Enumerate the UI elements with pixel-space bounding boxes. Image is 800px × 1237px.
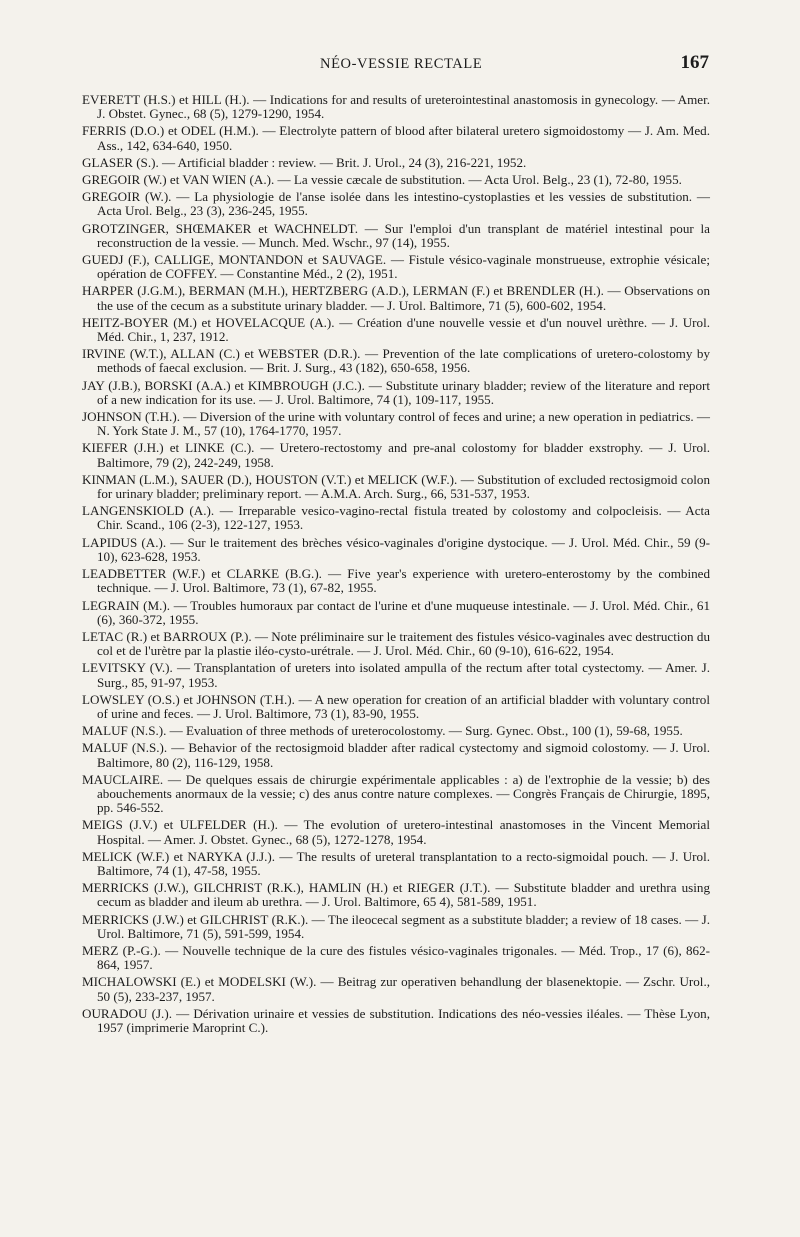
reference-entry: LOWSLEY (O.S.) et JOHNSON (T.H.). — A new operation for creation of an artificial bladder with voluntary control of urine and feces. — J. Urol. Baltimore, 73 (1), 83-90, 1955. <box>82 691 710 721</box>
reference-entry: LAPIDUS (A.). — Sur le traitement des brèches vésico-vaginales d'origine dystocique. — J. Urol. Méd. Chir., 59 (9-10), 623-628, 1953. <box>82 534 710 564</box>
reference-entry: OURADOU (J.). — Dérivation urinaire et vessies de substitution. Indications des néo-vessies iléales. — Thèse Lyon, 1957 (imprimerie Maroprint C.). <box>82 1005 710 1035</box>
reference-entry: MALUF (N.S.). — Behavior of the rectosigmoid bladder after radical cystectomy and sigmoid colostomy. — J. Urol. Baltimore, 80 (2), 116-129, 1958. <box>82 740 710 770</box>
reference-entry: GREGOIR (W.) et VAN WIEN (A.). — La vessie cæcale de substitution. — Acta Urol. Belg., 23 (1), 72-80, 1955. <box>82 172 682 188</box>
reference-entry: MAUCLAIRE. — De quelques essais de chirurgie expérimentale applicables : a) de l'extrophie de la vessie; b) des abouchements anormaux de la vessie; c) des anus contre nature complexes. — Congrès Français de Chirurgie, 1895, pp. 546-552. <box>82 771 710 816</box>
reference-entry: EVERETT (H.S.) et HILL (H.). — Indications for and results of ureterointestinal anastomosis in gynecology. — Amer. J. Obstet. Gynec., 68 (5), 1279-1290, 1954. <box>82 92 710 122</box>
reference-entry: LEVITSKY (V.). — Transplantation of ureters into isolated ampulla of the rectum after total cystectomy. — Amer. J. Surg., 85, 91-97, 1953. <box>82 660 710 690</box>
running-title: NÉO-VESSIE RECTALE <box>320 56 483 72</box>
reference-entry: GLASER (S.). — Artificial bladder : review. — Brit. J. Urol., 24 (3), 216-221, 1952. <box>82 154 527 170</box>
reference-entry: LETAC (R.) et BARROUX (P.). — Note préliminaire sur le traitement des fistules vésico-vaginales avec destruction du col et de l'urètre par la plastie iléo-cysto-urétrale. — J. Urol. Méd. Chir., 60 (9-10), 616-622, 1954. <box>82 628 710 659</box>
page-number: 167 <box>680 52 709 73</box>
reference-entry: GREGOIR (W.). — La physiologie de l'anse isolée dans les intestino-cystoplasties et les vessies de substitution. — Acta Urol. Belg., 23 (3), 236-245, 1955. <box>82 189 710 219</box>
reference-entry: GUEDJ (F.), CALLIGE, MONTANDON et SAUVAGE. — Fistule vésico-vaginale monstrueuse, extrophie vésicale; opération de COFFEY. — Constantine Méd., 2 (2), 1951. <box>82 252 710 282</box>
reference-entry: LANGENSKIOLD (A.). — Irreparable vesico-vagino-rectal fistula treated by colostomy and colpocleisis. — Acta Chir. Scand., 106 (2-3), 122-127, 1953. <box>82 503 710 533</box>
reference-entry: MALUF (N.S.). — Evaluation of three methods of ureterocolostomy. — Surg. Gynec. Obst., 100 (1), 59-68, 1955. <box>82 723 683 739</box>
reference-entry: LEGRAIN (M.). — Troubles humoraux par contact de l'urine et d'une muqueuse intestinale. — J. Urol. Méd. Chir., 61 (6), 360-372, 1955. <box>82 597 710 627</box>
reference-entry: KINMAN (L.M.), SAUER (D.), HOUSTON (V.T.) et MELICK (W.F.). — Substitution of excluded rectosigmoid colon for urinary bladder; preliminary report. — A.M.A. Arch. Surg., 66, 531-537, 1953. <box>82 471 710 502</box>
reference-entry: MELICK (W.F.) et NARYKA (J.J.). — The results of ureteral transplantation to a recto-sigmoidal pouch. — J. Urol. Baltimore, 74 (1), 47-58, 1955. <box>82 848 710 878</box>
reference-entry: MERRICKS (J.W.), GILCHRIST (R.K.), HAMLIN (H.) et RIEGER (J.T.). — Substitute bladder and urethra using cecum as bladder and ileum ab urethra. — J. Urol. Baltimore, 65 4), 581-589, 1951. <box>82 880 710 910</box>
reference-entry: MERZ (P.-G.). — Nouvelle technique de la cure des fistules vésico-vaginales trigonales. — Méd. Trop., 17 (6), 862-864, 1957. <box>82 942 710 973</box>
reference-entry: KIEFER (J.H.) et LINKE (C.). — Uretero-rectostomy and pre-anal colostomy for bladder exstrophy. — J. Urol. Baltimore, 79 (2), 242-249, 1958. <box>82 440 710 470</box>
reference-entry: GROTZINGER, SHŒMAKER et WACHNELDT. — Sur l'emploi d'un transplant de matériel intestinal pour la reconstruction de la vessie. — Munch. Med. Wschr., 97 (14), 1955. <box>82 220 710 250</box>
reference-entry: HARPER (J.G.M.), BERMAN (M.H.), HERTZBERG (A.D.), LERMAN (F.) et BRENDLER (H.). — Observations on the use of the cecum as a substitute urinary bladder. — J. Urol. Baltimore, 71 (5), 600-602, 1954. <box>82 283 710 313</box>
reference-entry: FERRIS (D.O.) et ODEL (H.M.). — Electrolyte pattern of blood after bilateral uretero sigmoidostomy — J. Am. Med. Ass., 142, 634-640, 1950. <box>82 123 710 153</box>
reference-entry: HEITZ-BOYER (M.) et HOVELACQUE (A.). — Création d'une nouvelle vessie et d'un nouvel urèthre. — J. Urol. Méd. Chir., 1, 237, 1912. <box>82 314 710 345</box>
reference-entry: JOHNSON (T.H.). — Diversion of the urine with voluntary control of feces and urine; a new operation in pediatrics. — N. York State J. M., 57 (10), 1764-1770, 1957. <box>82 409 710 439</box>
reference-entry: MERRICKS (J.W.) et GILCHRIST (R.K.). — The ileocecal segment as a substitute bladder; a review of 18 cases. — J. Urol. Baltimore, 71 (5), 591-599, 1954. <box>82 911 710 941</box>
reference-entry: LEADBETTER (W.F.) et CLARKE (B.G.). — Five year's experience with uretero-enterostomy by the combined technique. — J. Urol. Baltimore, 73 (1), 67-82, 1955. <box>82 566 710 596</box>
page-header <box>80 52 715 78</box>
reference-entry: JAY (J.B.), BORSKI (A.A.) et KIMBROUGH (J.C.). — Substitute urinary bladder; review of the literature and report of a new indication for its use. — J. Urol. Baltimore, 74 (1), 109-117, 1955. <box>82 377 710 407</box>
reference-entry: IRVINE (W.T.), ALLAN (C.) et WEBSTER (D.R.). — Prevention of the late complications of uretero-colostomy by methods of faecal exclusion. — Brit. J. Surg., 43 (182), 650-658, 1956. <box>82 346 710 376</box>
reference-entry: MICHALOWSKI (E.) et MODELSKI (W.). — Beitrag zur operativen behandlung der blasenektopie. — Zschr. Urol., 50 (5), 233-237, 1957. <box>82 974 710 1004</box>
reference-entry: MEIGS (J.V.) et ULFELDER (H.). — The evolution of uretero-intestinal anastomoses in the Vincent Memorial Hospital. — Amer. J. Obstet. Gynec., 68 (5), 1272-1278, 1954. <box>82 817 710 847</box>
reference-list <box>82 93 710 1038</box>
